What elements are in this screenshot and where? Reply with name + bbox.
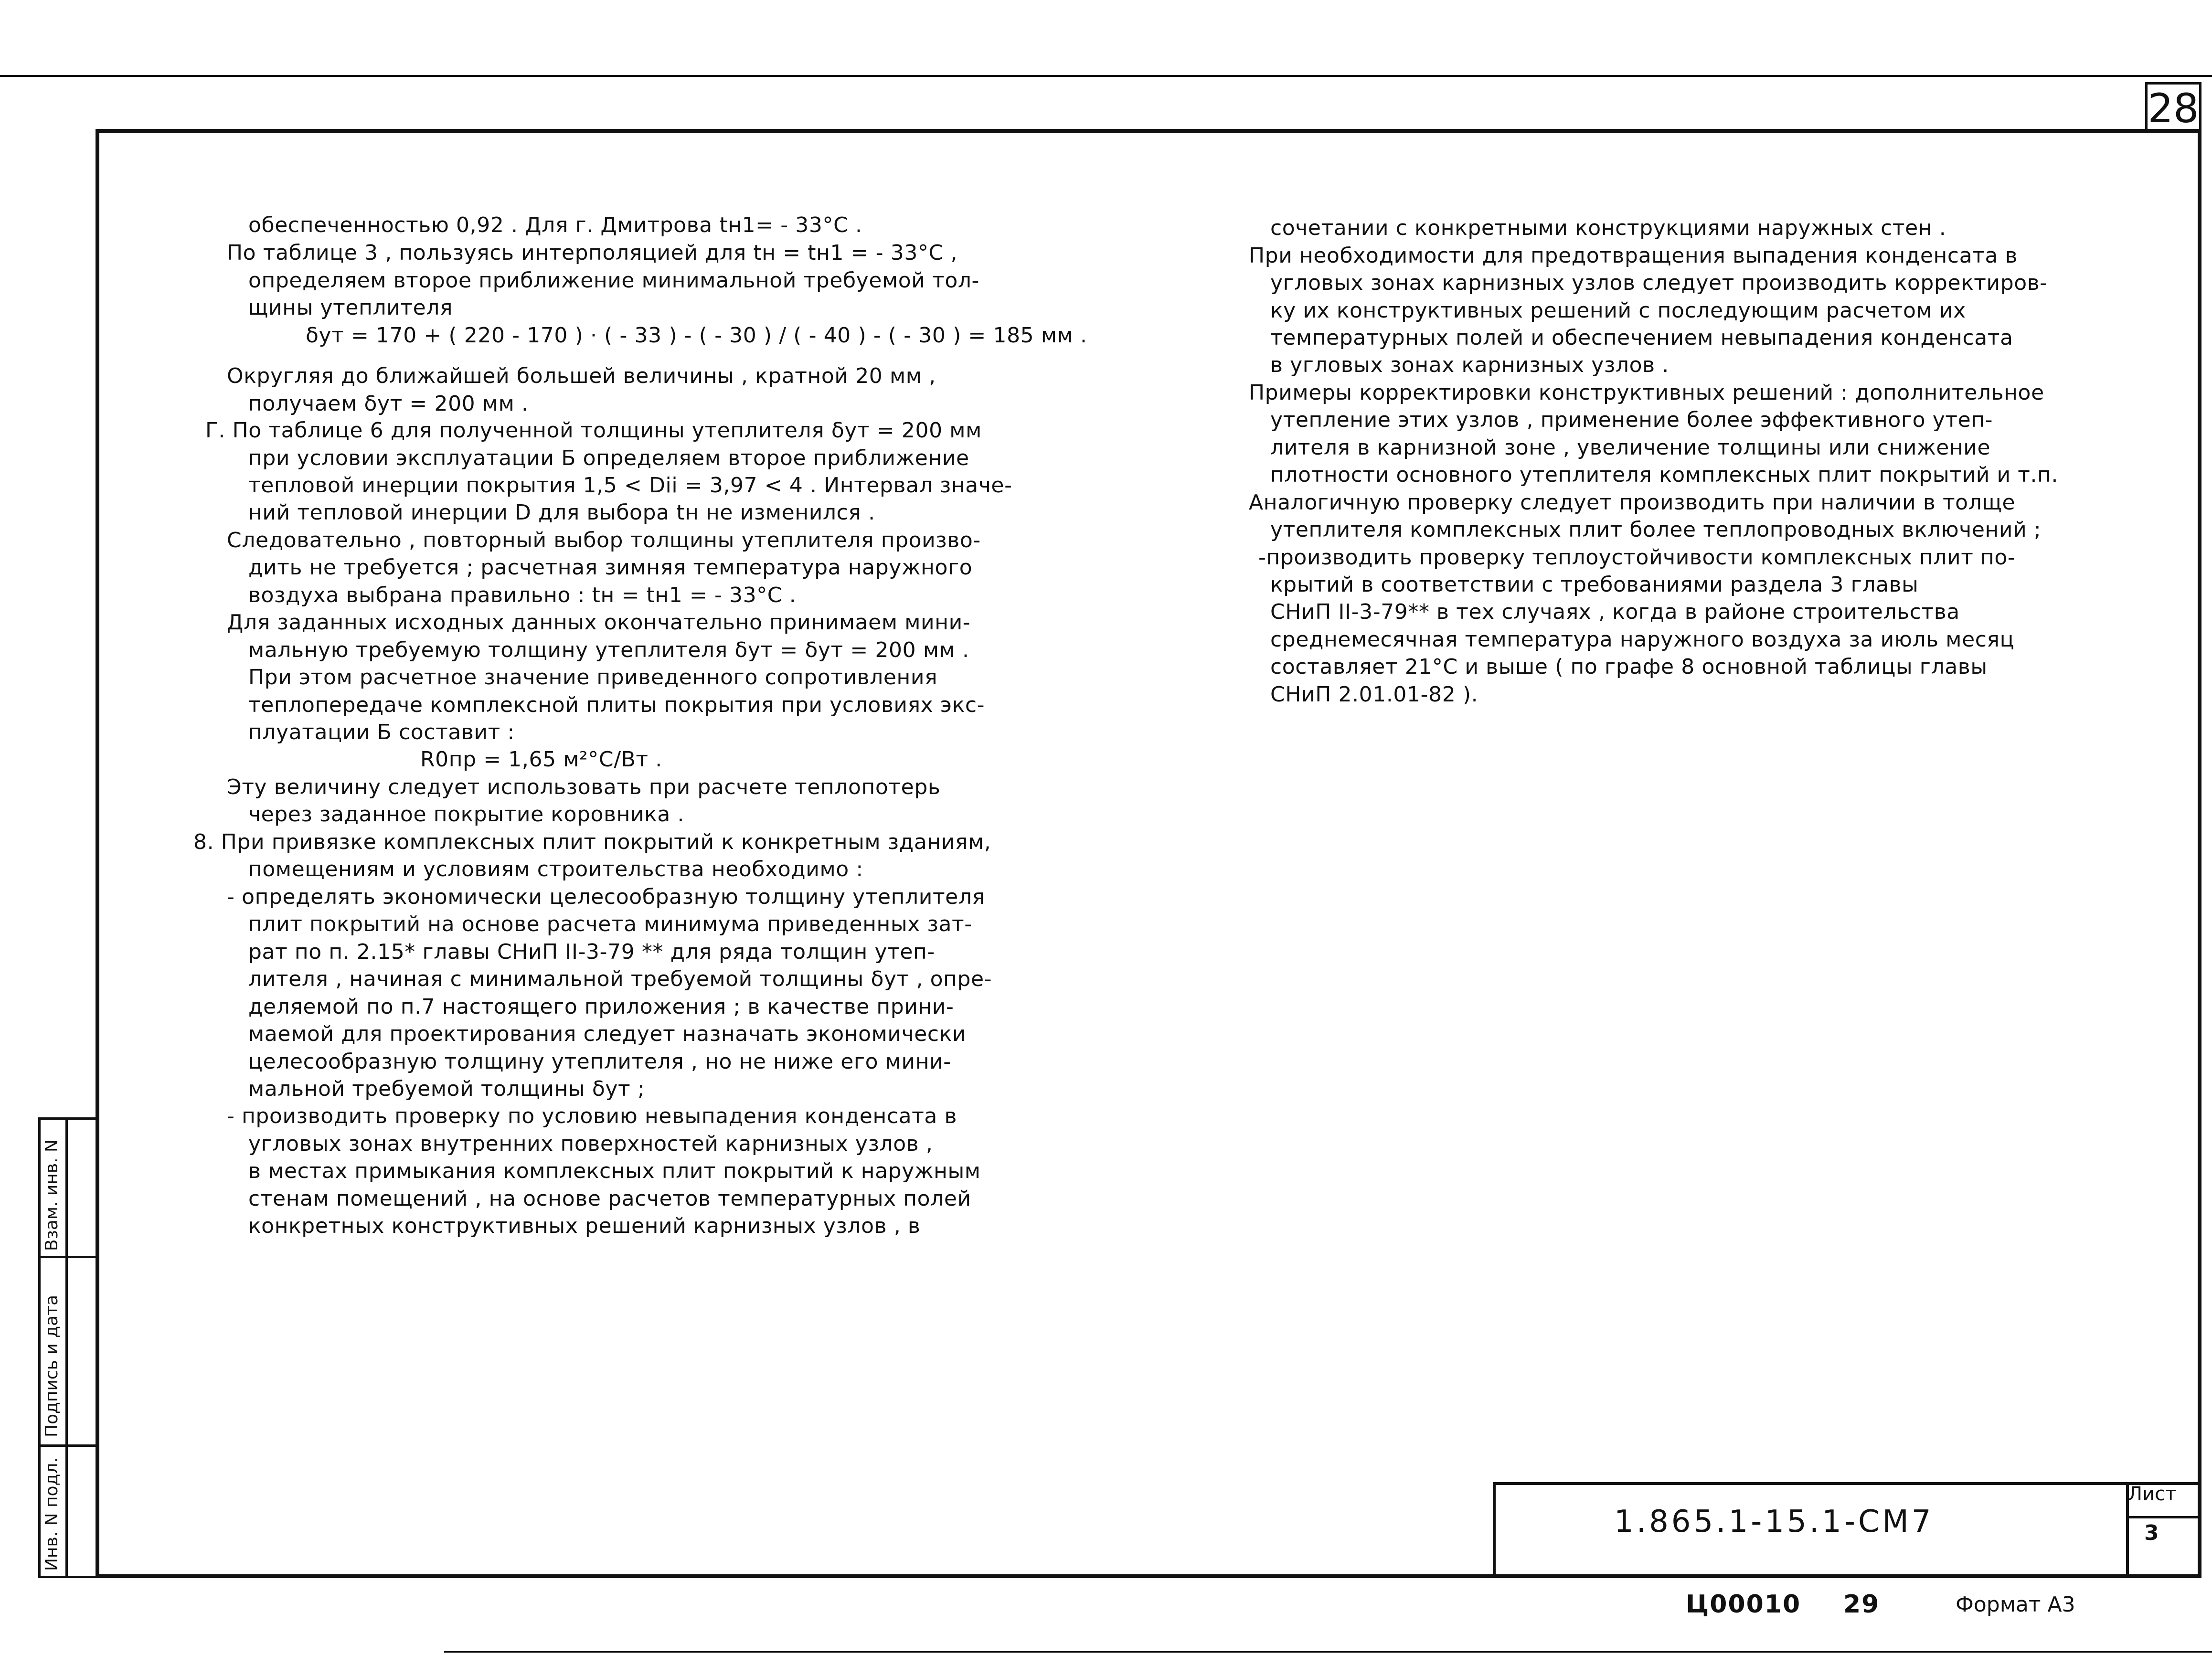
frame-top: [96, 129, 2201, 133]
text-line: По таблице 3 , пользуясь интерполяцией для tн = tн1 = - 33°C ,: [227, 241, 958, 265]
text-line: деляемой по п.7 настоящего приложения ; в качестве прини-: [248, 995, 954, 1019]
frame-right: [2198, 129, 2201, 1578]
text-line: обеспеченностью 0,92 . Для г. Дмитрова tн1= - 33°C .: [248, 213, 862, 237]
archive-code: Ц00010: [1686, 1590, 1801, 1619]
text-line: дить не требуется ; расчетная зимняя температура наружного: [248, 555, 973, 580]
text-line: плит покрытий на основе расчета минимума приведенных зат-: [248, 912, 972, 936]
side-label-vzam-inv: Взам. инв. N: [42, 1139, 62, 1251]
text-line: составляет 21°C и выше ( по графе 8 основной таблицы главы: [1270, 655, 1988, 679]
text-line: Г. По таблице 6 для полученной толщины утеплителя δут = 200 мм: [205, 418, 982, 443]
text-line: Округляя до ближайшей большей величины , кратной 20 мм ,: [227, 364, 936, 388]
text-line: Для заданных исходных данных окончательно принимаем мини-: [227, 610, 971, 635]
text-line: стенам помещений , на основе расчетов температурных полей: [248, 1187, 971, 1211]
text-line: теплопередаче комплексной плиты покрытия при условиях экс-: [248, 693, 985, 717]
text-line: При этом расчетное значение приведенного сопротивления: [248, 665, 938, 690]
paper-format: Формат А3: [1956, 1592, 2075, 1617]
text-line: температурных полей и обеспечением невыпадения конденсата: [1270, 326, 2013, 350]
text-line: крытий в соответствии с требованиями раздела 3 главы: [1270, 573, 1919, 597]
formula-line: R0пр = 1,65 м²°C/Вт .: [420, 747, 662, 772]
text-line: воздуха выбрана правильно : tн = tн1 = - 33°C .: [248, 583, 797, 607]
text-line: СНиП II-3-79** в тех случаях , когда в районе строительства: [1270, 600, 1960, 624]
text-line: угловых зонах карнизных узлов следует производить корректиров-: [1270, 271, 2048, 295]
text-line: -производить проверку теплоустойчивости комплексных плит по-: [1258, 545, 2016, 570]
text-line: в местах примыкания комплексных плит покрытий к наружным: [248, 1159, 981, 1183]
corner-sheet-number: 28: [2148, 85, 2199, 132]
text-line: - производить проверку по условию невыпадения конденсата в: [227, 1104, 957, 1128]
corner-sheet-box: [2145, 82, 2201, 133]
bottom-rule: [444, 1651, 2212, 1653]
sheet-label: Лист: [2128, 1483, 2177, 1505]
text-line: СНиП 2.01.01-82 ).: [1270, 682, 1478, 707]
text-line: ку их конструктивных решений с последующим расчетом их: [1270, 298, 1966, 323]
text-line: плотности основного утеплителя комплексных плит покрытий и т.п.: [1270, 463, 2059, 487]
text-line: рат по п. 2.15* главы СНиП II-3-79 ** для ряда толщин утеп-: [248, 940, 935, 964]
text-line: 8. При привязке комплексных плит покрытий к конкретным зданиям,: [193, 830, 991, 854]
text-line: утеплителя комплексных плит более теплопроводных включений ;: [1270, 518, 2042, 542]
text-line: утепление этих узлов , применение более эффективного утеп-: [1270, 408, 1993, 432]
text-line: помещениям и условиям строительства необходимо :: [248, 857, 863, 881]
top-rule: [0, 75, 2212, 77]
text-line: Эту величину следует использовать при расчете теплопотерь: [227, 775, 941, 799]
text-line: мальную требуемую толщину утеплителя δут = δут = 200 мм .: [248, 638, 969, 662]
text-line: щины утеплителя: [248, 296, 453, 320]
text-line: ний тепловой инерции D для выбора tн не изменился .: [248, 500, 875, 525]
document-code: 1.865.1-15.1-СМ7: [1614, 1504, 1934, 1539]
text-line: Аналогичную проверку следует производить при наличии в толще: [1249, 490, 2016, 515]
text-line: Примеры корректировки конструктивных решений : дополнительное: [1249, 381, 2044, 405]
text-line: конкретных конструктивных решений карнизных узлов , в: [248, 1214, 921, 1238]
text-line: плуатации Б составит :: [248, 720, 515, 744]
side-label-inv-podl: Инв. N подл.: [42, 1457, 62, 1571]
text-line: Следовательно , повторный выбор толщины утеплителя произво-: [227, 528, 981, 552]
text-line: тепловой инерции покрытия 1,5 < Dii = 3,97 < 4 . Интервал значе-: [248, 473, 1012, 498]
text-line: сочетании с конкретными конструкциями наружных стен .: [1270, 216, 1946, 240]
text-line: целесообразную толщину утеплителя , но не ниже его мини-: [248, 1050, 951, 1074]
text-line: угловых зонах внутренних поверхностей карнизных узлов ,: [248, 1132, 933, 1156]
text-line: через заданное покрытие коровника .: [248, 802, 685, 827]
text-line: получаем δут = 200 мм .: [248, 392, 529, 416]
text-line: при условии эксплуатации Б определяем второе приближение: [248, 446, 969, 470]
text-line: определяем второе приближение минимальной требуемой тол-: [248, 268, 980, 293]
text-line: мальной требуемой толщины δут ;: [248, 1077, 645, 1101]
sheet-number: 3: [2144, 1521, 2159, 1545]
text-line: маемой для проектирования следует назначать экономически: [248, 1022, 967, 1046]
text-line: - определять экономически целесообразную толщину утеплителя: [227, 885, 985, 909]
text-line: среднемесячная температура наружного воздуха за июль месяц: [1270, 627, 2015, 652]
text-line: При необходимости для предотвращения выпадения конденсата в: [1249, 244, 2018, 268]
text-line: лителя , начиная с минимальной требуемой толщины δут , опре-: [248, 967, 992, 991]
side-label-podpis-data: Подпись и дата: [42, 1294, 62, 1437]
text-line: в угловых зонах карнизных узлов .: [1270, 353, 1669, 377]
page-number: 29: [1843, 1590, 1880, 1619]
text-line: лителя в карнизной зоне , увеличение толщины или снижение: [1270, 435, 1991, 460]
formula-line: δут = 170 + ( 220 - 170 ) · ( - 33 ) - ( - 30 ) / ( - 40 ) - ( - 30 ) = 185 мм .: [306, 323, 1087, 348]
